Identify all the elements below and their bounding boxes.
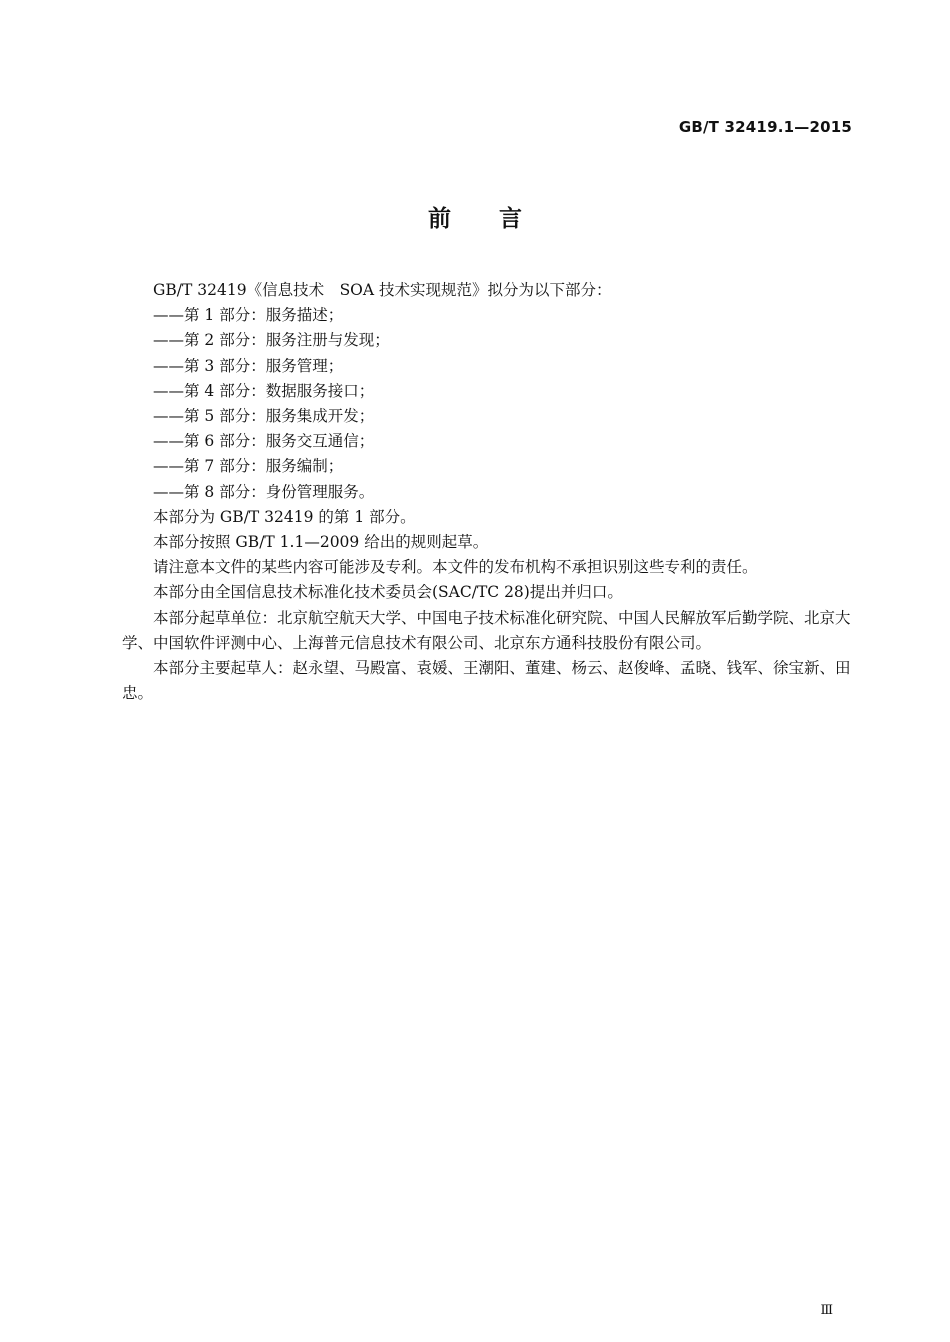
intro-paragraph: GB/T 32419《信息技术 SOA 技术实现规范》拟分为以下部分： xyxy=(153,281,612,299)
drafting-units-paragraph: 本部分起草单位：北京航空航天大学、中国电子技术标准化研究院、中国人民解放军后勤学院、北京大学、中国软件评测中心、上海普元信息技术有限公司、北京东方通科技股份有限公司。 xyxy=(122,608,851,652)
paragraph: 本部分为 GB/T 32419 的第 1 部分。 xyxy=(153,507,416,526)
list-item: ——第 8 部分：身份管理服务。 xyxy=(153,482,375,501)
page-number: Ⅲ xyxy=(820,1303,832,1318)
paragraph: 请注意本文件的某些内容可能涉及专利。本文件的发布机构不承担识别这些专利的责任。 xyxy=(153,558,758,577)
list-item: ——第 7 部分：服务编制； xyxy=(153,457,344,476)
drafters-paragraph: 本部分主要起草人：赵永望、马殿富、袁媛、王潮阳、董建、杨云、赵俊峰、孟晓、钱军、徐宝新、田忠。 xyxy=(122,659,851,703)
list-item: ——第 1 部分：服务描述； xyxy=(153,306,344,325)
list-item: ——第 4 部分：数据服务接口； xyxy=(153,381,375,400)
list-item: ——第 3 部分：服务管理； xyxy=(153,356,344,375)
standard-code: GB/T 32419.1—2015 xyxy=(678,118,852,136)
paragraph: 本部分按照 GB/T 1.1—2009 给出的规则起草。 xyxy=(153,533,489,552)
list-item: ——第 2 部分：服务注册与发现； xyxy=(153,331,390,350)
list-item: ——第 6 部分：服务交互通信； xyxy=(153,432,375,451)
list-item: ——第 5 部分：服务集成开发； xyxy=(153,407,375,426)
page-title: 前言 xyxy=(428,206,570,232)
document-body xyxy=(122,278,857,706)
paragraph: 本部分由全国信息技术标准化技术委员会(SAC/TC 28)提出并归口。 xyxy=(153,583,623,602)
